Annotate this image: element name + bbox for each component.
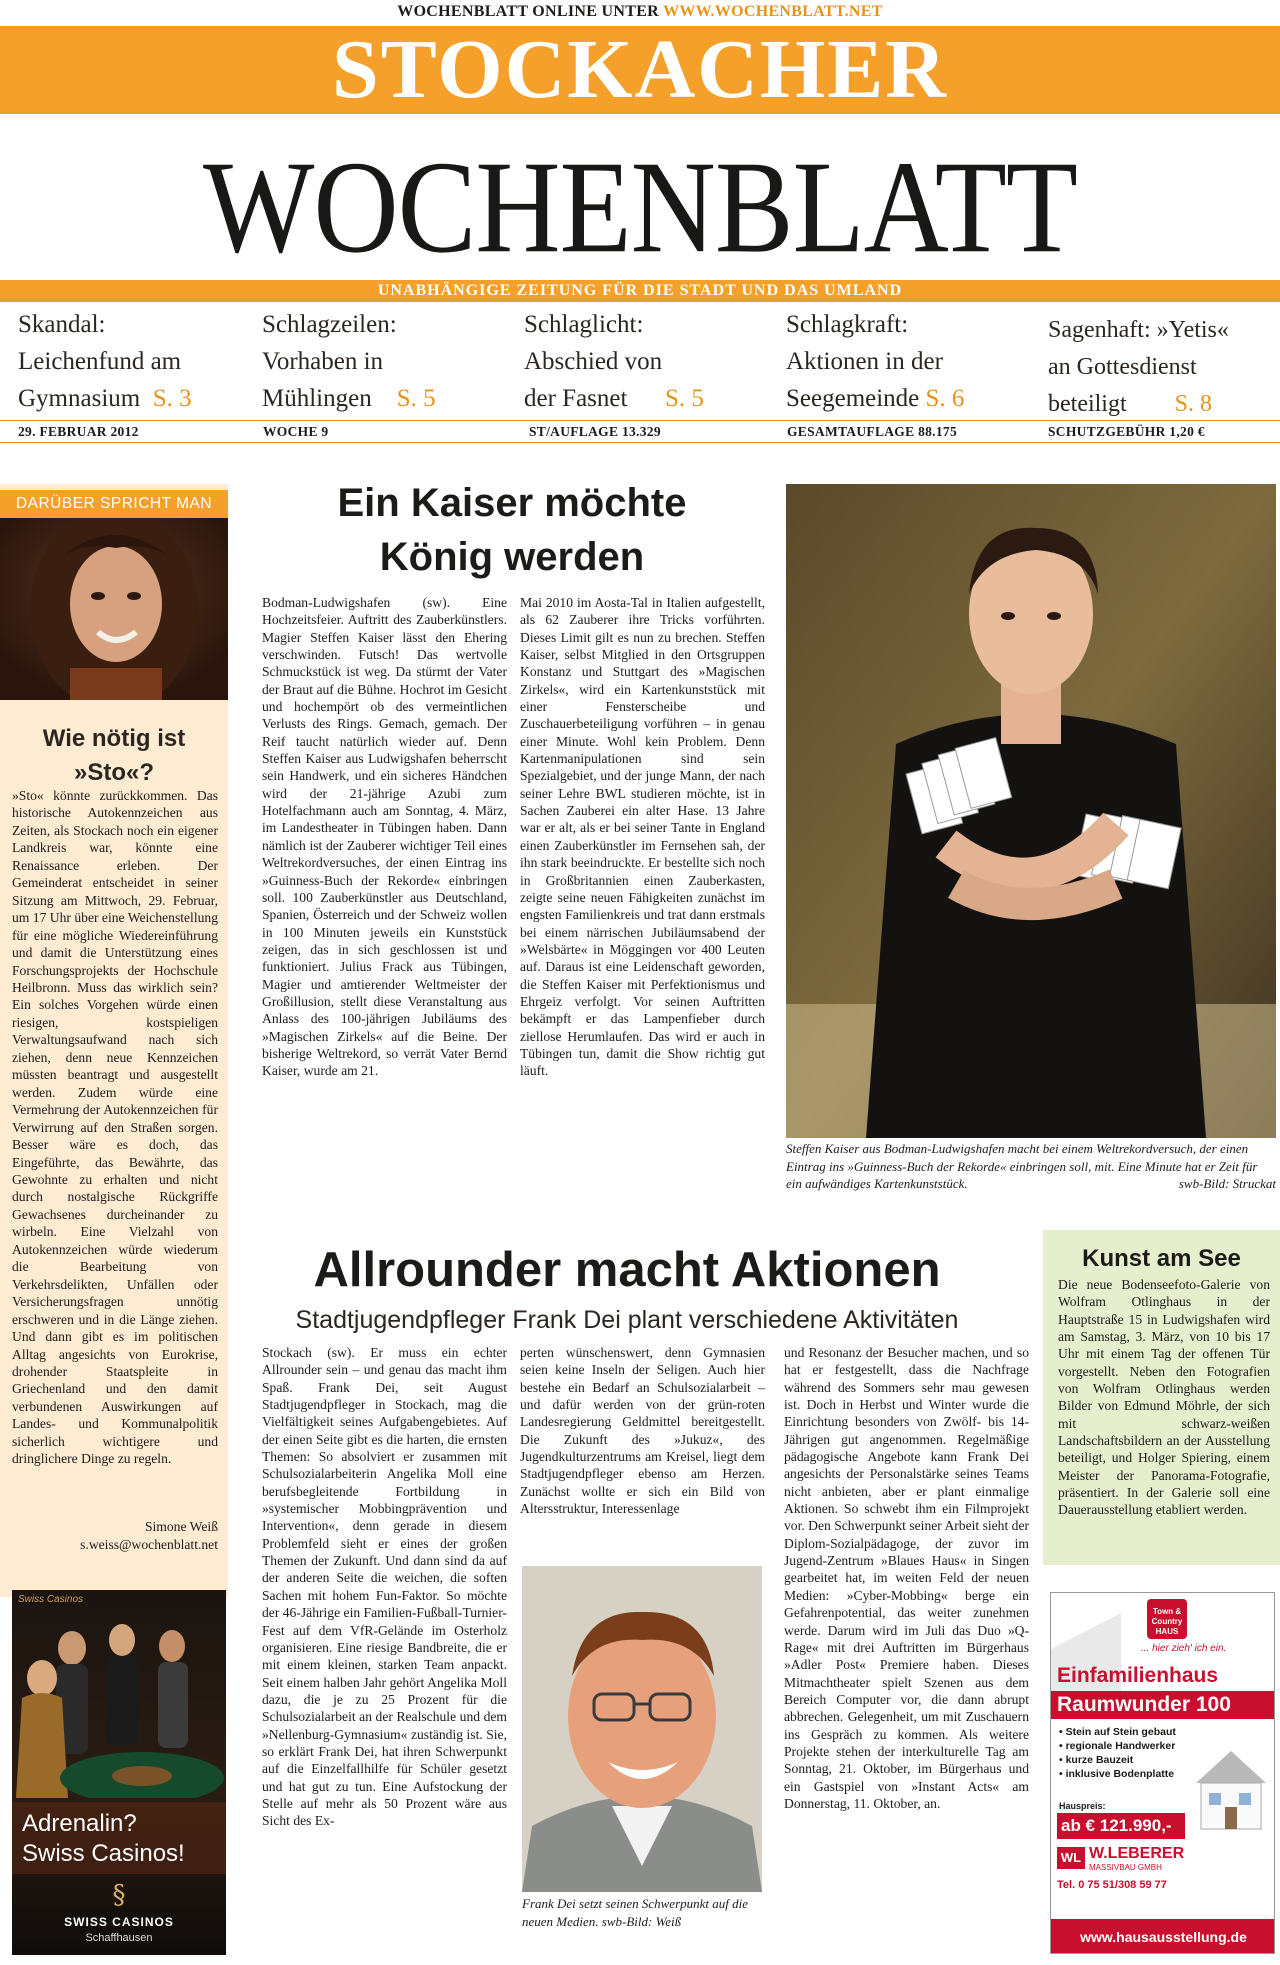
casino-corner-label: Swiss Casinos	[18, 1594, 84, 1605]
house-price: ab € 121.990,-	[1057, 1813, 1185, 1839]
house-ad[interactable]	[1050, 1592, 1275, 1954]
opinion-title-line: »Sto«?	[73, 759, 154, 786]
issue-date: 29. FEBRUAR 2012	[18, 424, 139, 439]
frank-dei-photo	[522, 1566, 762, 1892]
total-circulation: GESAMTAUFLAGE 88.175	[787, 424, 958, 439]
casino-logo-icon: §	[112, 1880, 126, 1910]
teaser-1[interactable]	[18, 306, 233, 416]
author-portrait	[0, 518, 228, 700]
author-name: Simone Weiß	[144, 1519, 218, 1534]
casino-people-image	[12, 1608, 226, 1798]
teaser-page: S. 5	[664, 385, 704, 412]
house-headline-2: Raumwunder 100	[1051, 1691, 1275, 1719]
caption-text: Steffen Kaiser aus Bodman-Ludwigshafen macht bei einem Weltrekordversuch, der einen Eintrag ins »Guinness-Buch der Rekorde« einbringen soll, mit. Eine Minute hat er Zeit für ein aufwändiges Kartenkunststück.	[786, 1141, 1258, 1191]
issue-week: WOCHE 9	[263, 424, 329, 439]
leberer-logo-icon: WL	[1057, 1847, 1085, 1869]
masthead-tagline: UNABHÄNGIGE ZEITUNG FÜR DIE STADT UND DAS UMLAND	[0, 280, 1280, 302]
magician-caption	[786, 1140, 1276, 1193]
price: SCHUTZGEBÜHR 1,20 €	[1048, 424, 1205, 439]
house-bullets	[1059, 1725, 1176, 1781]
opinion-title	[0, 722, 228, 790]
online-prefix: WOCHENBLATT ONLINE UNTER	[397, 3, 660, 20]
teaser-line: an Gottesdienst	[1048, 354, 1197, 380]
photo-credit: swb-Bild: Weiß	[601, 1913, 682, 1929]
teaser-line: Schlaglicht:	[524, 311, 644, 338]
price-label: Hauspreis:	[1059, 1801, 1106, 1811]
casino-line-2: Swiss Casinos!	[22, 1840, 185, 1867]
title-band	[0, 23, 1280, 116]
kunst-body: Die neue Bodenseefoto-Galerie von Wolfram Otlinghaus in der Hauptstraße 15 in Ludwigshafen wird am Samstag, 3. März, von 10 bis 17 Uhr mit einem Tag der offenen Tür vorgestellt. Neben den Fotografien von Wolfram Otlinghaus werden Bilder von Edmund Möhrle, der sich mit schwarz-weißen Landschaftsbildern an der Ausstellung beteiligt, und Holger Spiering, einem Meister der Panorama-Fotografie, präsentiert. In der Galerie soll eine Dauerausstellung etabliert werden.	[1058, 1277, 1270, 1518]
article2-headline[interactable]: Allrounder macht Aktionen	[313, 1243, 941, 1297]
masthead-main-title: WOCHENBLATT	[203, 133, 1077, 281]
teaser-line: beteiligt	[1048, 391, 1127, 417]
opinion-title-line: Wie nötig ist	[42, 725, 186, 752]
author-email-link[interactable]: s.weiss@wochenblatt.net	[80, 1536, 218, 1552]
teaser-line: Schlagkraft:	[786, 311, 909, 338]
masthead-top-title: STOCKACHER	[332, 23, 948, 116]
teaser-line: Abschied von	[524, 348, 663, 375]
teaser-line: Schlagzeilen:	[262, 311, 397, 338]
town-country-logo: Town & Country HAUS	[1147, 1599, 1187, 1639]
magician-photo	[786, 484, 1276, 1138]
casino-location: Schaffhausen	[85, 1932, 153, 1944]
teaser-page: S. 5	[396, 385, 436, 412]
article1-column-2: Mai 2010 im Aosta-Tal in Italien aufgestellt, als 62 Zauberer ihre Tricks vorführten. Dieses Limit gilt es nun zu brechen. Steffen Kaiser, selbst Mitglied in den Ortsgruppen Konstanz und Stuttgart des »Magischen Zirkels«, wird ein Kartenkunststück mit einer Fensterscheibe und Zuschauerbeteiligung vorführen – in genau einer Minute. Wohl kein Problem. Denn Kartenmanipulationen sind sein Spezialgebiet, und der junge Mann, der nach seiner Lehre BWL studieren möchte, ist in Sachen Zauberei ein alter Hase. 13 Jahre war er alt, als er bei seiner Tante in England einen Zauberkünstler im Fernsehen sah, der ihn stark beeindruckte. Er bestellte sich noch in Großbritannien einen Zauberkasten, zeigte seine neuen Fähigkeiten zunächst im engsten Familienkreis und trat dann erstmals bei einem närrischen Jubiläumsabend der »Welsbärte« in Möggingen vor 400 Leuten auf. Daraus ist eine Leidenschaft geworden, die Steffen Kaiser mit Perfektionismus und Ehrgeiz verfolgt. Vor seinen Auftritten bekämpft er das Lampenfieber durch ziellose Herumlaufen. Das wird er auch in Tübingen tun, damit die Show richtig gut läuft.	[520, 595, 765, 1079]
article2-column-1: Stockach (sw). Er muss ein echter Allrounder sein – und genau das macht ihm Spaß. Frank Dei, seit August Stadtjugendpfleger in Stockach, mag die Vielfältigkeit seines Aufgabengebietes. Auf der einen Seite gibt es die harten, die ernsten Themen: So absolviert er zusammen mit Schulsozialarbeiterin Angelika Moll eine berufsbegleitende Fortbildung in »systemischer Mobbingprävention und Intervention«, denn gerade in diesem Problemfeld sieht er eines der großen Themen der Zukunft. Und dann sind da auf der anderen Seite die weichen, die soften Sachen mit hohem Fun-Faktor. So möchte der 46-Jährige ein Familien-Fußball-Turnier-Fest auf dem VfR-Gelände im Osterholz organisieren. Eine riesige Bandbreite, die er mit einem kleinen, starken Team anpackt. Seit einem halben Jahr gehört Angelika Moll dazu, die je zu 25 Prozent für die Schulsozialarbeit an der Realschule und dem »Nellenburg-Gymnasium« zuständig ist. Sie, so erklärt Frank Dei, hat ihren Schwerpunkt auf die Einzelfallhilfe für Schüler gesetzt und hat gut zu tun. Eine Aufstockung der Stelle auf mehr als 50 Prozent wäre aus Sicht des Ex-	[262, 1345, 507, 1829]
article2-subhead: Stadtjugendpfleger Frank Dei plant verschiedene Aktivitäten	[295, 1306, 959, 1334]
frank-dei-caption	[522, 1895, 767, 1930]
caption-text: Frank Dei setzt seinen Schwerpunkt auf die neuen Medien.	[522, 1896, 749, 1929]
teaser-line: Gymnasium	[18, 385, 141, 412]
photo-credit: swb-Bild: Struckat	[1178, 1176, 1276, 1191]
teaser-line: Aktionen in der	[786, 348, 943, 375]
teaser-line: der Fasnet	[524, 385, 628, 412]
teaser-page: S. 6	[925, 385, 965, 412]
teaser-line: Seegemeinde	[786, 385, 920, 412]
opinion-signature	[12, 1518, 218, 1553]
info-bar	[0, 420, 1280, 442]
teaser-2[interactable]	[262, 306, 477, 416]
kunst-title[interactable]: Kunst am See	[1082, 1245, 1241, 1272]
article1-headline[interactable]	[232, 476, 792, 584]
bullet-item: • regionale Handwerker	[1059, 1740, 1176, 1752]
bullet-item: • inklusive Bodenplatte	[1059, 1768, 1175, 1780]
teaser-5[interactable]	[1048, 312, 1276, 422]
teaser-4[interactable]	[786, 306, 1011, 416]
article2-column-3: und Resonanz der Besucher machen, und so hat er festgestellt, dass die Nachfrage während des Sommers sehr mau gewesen ist. Doch in Herbst und Winter wurde die Einrichtung besonders von Zwölf- bis 14-Jährigen gut angenommen. Regelmäßige pädagogische Angebote kann Frank Dei angesichts der Personalstärke seines Teams nicht anbieten, aber er plant einmalige Aktionen. So schwebt ihm ein Filmprojekt vor. Den Schwerpunkt seiner Arbeit sieht der Diplom-Sozialpädagoge, der zuvor im Jugend-Zentrum »Blaues Haus« in Singen gearbeitet hat, im weiten Feld der neuen Medien: »Cyber-Mobbing« berge ein Gefahrenpotential, das weiter zunehmen werde. Darum wird im Juli das Duo »Q-Rage« mit drei Auftritten im Bürgerhaus »Adler Post« Premiere haben. Dieses Mitmachtheater spielt Szenen aus dem Bereich Computer vor, die dann abrupt abbrechen. Gelegenheit, um mit Zuschauern ins Gespräch zu kommen. Als weitere Projekte stehen der interkulturelle Tag am Sonntag, 21. Oktober, im Bürgerhaus und ein Gastspiel von »Instant Acts« am Donnerstag, 11. Oktober, an.	[784, 1345, 1030, 1811]
opinion-body: »Sto« könnte zurückkommen. Das historische Autokennzeichen aus Zeiten, als Stockach noch ein eigener Landkreis war, könnte eine Renaissance erleben. Der Gemeinderat entscheidet in seiner Sitzung am Mittwoch, 29. Februar, um 17 Uhr über eine Weichenstellung für eine mögliche Wiedereinführung und damit die Unterstützung eines Forschungsprojekts der Hochschule Heilbronn. Muss das wirklich sein? Ein solches Vorgehen würde einen riesigen, kostspieligen Verwaltungsaufwand nach sich ziehen, denn neue Kennzeichen müssten beantragt und ausgestellt werden. Zudem würde eine Vermehrung der Autokennzeichen für Verwirrung auf den Straßen sorgen. Besser wäre es doch, das Eingeführte, das Bewährte, das Gewohnte zu erhalten und nicht durch nostalgische Rückgriffe Gewachsenes durcheinander zu wirbeln. Eine Vielzahl von Autokennzeichen würde wiederum die Bearbeitung von Verkehrsdelikten, Unfällen oder Versicherungsfragen unnötig erschweren und in die Länge ziehen. Und dann gibt es im politischen Alltag angesichts von Eurokrise, drohender Staatspleite in Griechenland und den damit verbundenen Auswirkungen auf Landes- und Kommunalpolitik sicherlich wichtigere und dringlichere Dinge zu regeln.	[12, 788, 218, 1467]
casino-ad[interactable]	[12, 1590, 226, 1955]
infobar-divider	[0, 442, 1280, 443]
house-image	[1191, 1743, 1271, 1833]
frank-dei-image	[522, 1566, 762, 1892]
teaser-line: Mühlingen	[262, 385, 372, 412]
bullet-item: • kurze Bauzeit	[1059, 1754, 1134, 1766]
company-name: W.LEBERER	[1089, 1845, 1185, 1862]
teaser-3[interactable]	[524, 306, 744, 416]
house-headline-1: Einfamilienhaus	[1057, 1664, 1219, 1687]
local-circulation: ST/AUFLAGE 13.329	[529, 424, 661, 439]
magician-image	[786, 484, 1276, 1138]
company-phone: Tel. 0 75 51/308 59 77	[1057, 1879, 1167, 1891]
casino-brand: SWISS CASINOS	[64, 1915, 174, 1929]
online-url-link[interactable]: WWW.WOCHENBLATT.NET	[663, 3, 883, 20]
company-website-link[interactable]: www.hausausstellung.de	[1051, 1919, 1275, 1954]
company-sub: MASSIVBAU GMBH	[1089, 1863, 1162, 1872]
roof-graphic	[1051, 1613, 1121, 1703]
casino-line-1: Adrenalin?	[22, 1810, 137, 1837]
teaser-page: S. 8	[1174, 391, 1213, 417]
teaser-line: Vorhaben in	[262, 348, 384, 375]
portrait-image	[0, 518, 228, 700]
teaser-line: Leichenfund am	[18, 348, 182, 375]
article1-column-1: Bodman-Ludwigshafen (sw). Eine Hochzeitsfeier. Auftritt des Zauberkünstlers. Magier Steffen Kaiser lässt den Ehering verschwinden. Futsch! Das wertvolle Schmuckstück ist weg. Da stürmt der Vater der Braut auf die Bühne. Hochrot im Gesicht und hochempört ob des vermeintlichen Verlusts des Rings. Gemach, gemach. Der Reif taucht natürlich wieder auf. Denn Steffen Kaiser aus Ludwigshafen beherrscht sein Handwerk, und ein sicheres Händchen wird der 21-jährige Azubi zum Hotelfachmann auch am Sonntag, 4. März, im Landestheater in Tübingen haben. Dann nämlich ist der Zauberer wichtiger Teil eines Weltrekordversuches, der einen Eintrag ins »Guinness-Buch der Rekorde« einbringen soll. 100 Zauberkünstler aus Deutschland, Spanien, Österreich und der Schweiz wollen in 100 Minuten jeweils ein Kunststück zeigen, das in sich geschlossen ist und funktioniert. Julius Frack aus Tübingen, Magier und amtierender Weltmeister der Großillusion, stellt diese Veranstaltung aus Anlass des 100-jährigen Jubiläums des »Magischen Zirkels« auf die Beine. Der bisherige Weltrekord, so verrät Vater Bernd Kaiser, wurde am 21.	[262, 595, 507, 1079]
teaser-line: Sagenhaft: »Yetis«	[1048, 317, 1229, 343]
headline-line: König werden	[379, 535, 645, 579]
teaser-line: Skandal:	[18, 311, 106, 338]
bullet-item: • Stein auf Stein gebaut	[1059, 1726, 1176, 1738]
house-slogan: ... hier zieh' ich ein.	[1141, 1643, 1227, 1654]
teaser-page: S. 3	[152, 385, 192, 412]
article2-column-2: perten wünschenswert, denn Gymnasien seien keine Inseln der Seligen. Auch hier bestehe ein Bedarf an Schulsozialarbeit – und dafür werden von der grün-roten Landesregierung Geldmittel bereitgestellt. Die Zukunft des »Jukuz«, des Jugendkulturzentrums am Kreisel, liegt dem Stadtjugendpfleger ebenso am Herzen. Zunächst wollte er sich ein Bild von Altersstruktur, Interessenlage	[520, 1345, 765, 1517]
headline-line: Ein Kaiser möchte	[337, 481, 687, 525]
opinion-header: DARÜBER SPRICHT MAN	[0, 490, 228, 518]
